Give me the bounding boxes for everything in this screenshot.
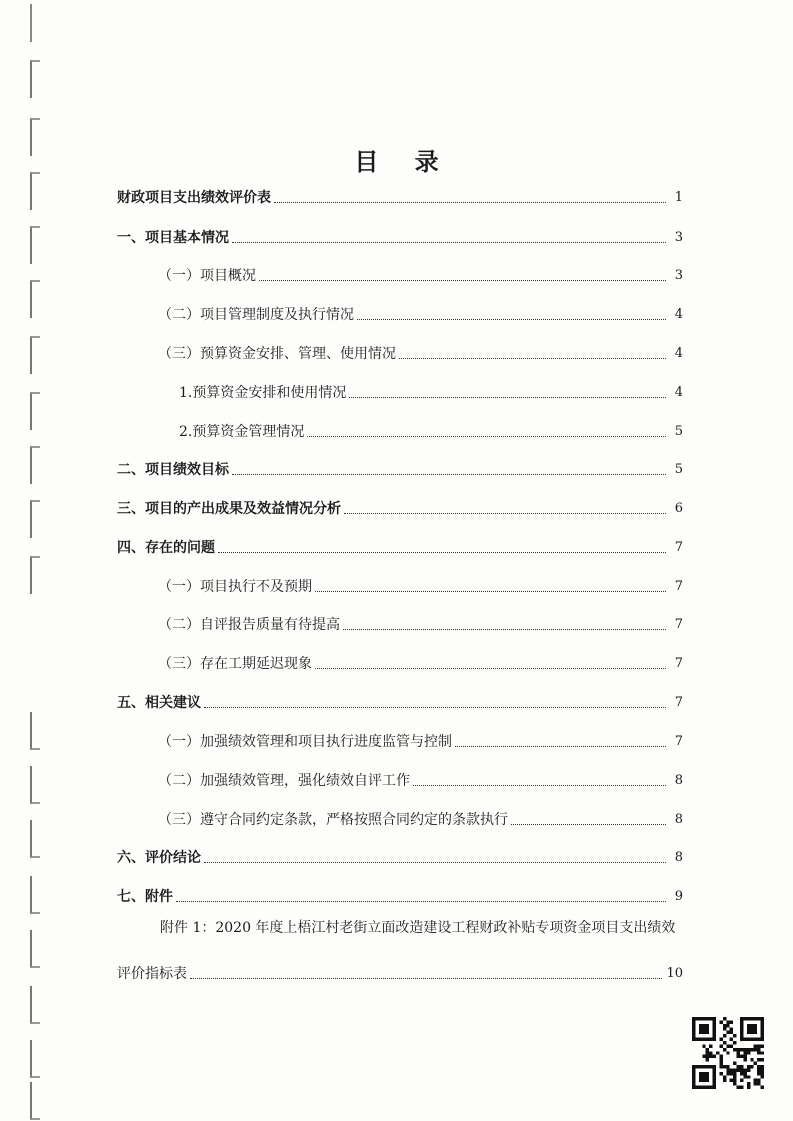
qr-code-icon: [692, 1017, 764, 1089]
toc-page-number: 7: [674, 540, 683, 555]
toc-leader-dots: [204, 862, 666, 863]
toc-leader-dots: [274, 202, 666, 203]
toc-entry-appendix-1-line-1[interactable]: 附件 1：2020 年度上梧江村老街立面改造建设工程财政补贴专项资金项目支出绩效: [160, 920, 676, 936]
toc-page-number: 6: [674, 501, 683, 516]
toc-entry-text: 2.预算资金管理情况: [179, 424, 305, 440]
toc-leader-dots: [259, 280, 666, 281]
toc-entry-text: 二、项目绩效目标: [117, 462, 229, 478]
toc-entry-4-1[interactable]: [0, 573, 683, 597]
toc-entry-section-3[interactable]: [0, 495, 683, 519]
toc-entry-text: （二）项目管理制度及执行情况: [158, 307, 354, 323]
toc-entry-text: （三）遵守合同约定条款，严格按照合同约定的条款执行: [158, 812, 508, 828]
binding-mark: [30, 986, 40, 1024]
toc-entry-section-2[interactable]: [0, 456, 683, 480]
toc-entry-5-3[interactable]: [0, 806, 683, 830]
binding-mark: [30, 60, 40, 98]
toc-entry-section-1[interactable]: [0, 224, 683, 248]
binding-mark: [30, 1082, 40, 1120]
toc-page-number: 1: [674, 190, 683, 205]
toc-entry-text: （一）加强绩效管理和项目执行进度监管与控制: [158, 734, 452, 750]
toc-entry-text: 五、相关建议: [117, 695, 201, 711]
toc-entry-text: 四、存在的问题: [117, 540, 215, 556]
toc-entry-appendix-1[interactable]: [0, 960, 683, 984]
toc-leader-dots: [204, 707, 666, 708]
toc-leader-dots: [511, 824, 666, 825]
toc-entry-text: 七、附件: [117, 889, 173, 905]
toc-entry-1-3-2[interactable]: [0, 418, 683, 442]
toc-entry-1-2[interactable]: [0, 301, 683, 325]
toc-leader-dots: [190, 978, 662, 979]
toc-entry-5-1[interactable]: [0, 728, 683, 752]
toc-entry-4-2[interactable]: [0, 611, 683, 635]
binding-edge: [30, 4, 32, 42]
toc-page-number: 4: [674, 307, 683, 322]
toc-entry-text: 一、项目基本情况: [117, 230, 229, 246]
binding-mark: [30, 1040, 40, 1078]
toc-leader-dots: [349, 397, 666, 398]
toc-leader-dots: [357, 319, 666, 320]
toc-entry-section-6[interactable]: [0, 844, 683, 868]
toc-leader-dots: [344, 513, 666, 514]
toc-entry-text: 1.预算资金安排和使用情况: [179, 385, 347, 401]
toc-page-number: 3: [674, 230, 683, 245]
toc-page-number: 7: [674, 617, 683, 632]
toc-page-number: 3: [674, 268, 683, 283]
toc-entry-text: （二）加强绩效管理，强化绩效自评工作: [158, 773, 410, 789]
toc-page-number: 5: [674, 462, 683, 477]
toc-page-number: 9: [674, 889, 683, 904]
toc-page-number: 8: [674, 773, 683, 788]
toc-page-number: 7: [674, 579, 683, 594]
toc-entry-text: （二）自评报告质量有待提高: [158, 617, 340, 633]
toc-leader-dots: [315, 668, 666, 669]
toc-leader-dots: [315, 591, 666, 592]
toc-entry-text: （一）项目概况: [158, 268, 256, 284]
toc-entry-text: 三、项目的产出成果及效益情况分析: [117, 501, 341, 517]
toc-page-number: 7: [674, 695, 683, 710]
toc-leader-dots: [232, 474, 666, 475]
toc-entry-1-3[interactable]: [0, 340, 683, 364]
toc-entry-text: 评价指标表: [117, 966, 187, 982]
toc-entry-1-1[interactable]: [0, 262, 683, 286]
toc-leader-dots: [399, 358, 666, 359]
toc-entry-1-3-1[interactable]: [0, 379, 683, 403]
toc-page-number: 7: [674, 734, 683, 749]
toc-page-number: 4: [674, 346, 683, 361]
toc-entry-text: （三）预算资金安排、管理、使用情况: [158, 346, 396, 362]
toc-entry-section-7[interactable]: [0, 883, 683, 907]
toc-leader-dots: [307, 436, 666, 437]
toc-page-number: 7: [674, 656, 683, 671]
toc-entry-section-4[interactable]: [0, 534, 683, 558]
toc-leader-dots: [455, 746, 666, 747]
toc-leader-dots: [343, 629, 666, 630]
toc-entry-text: （三）存在工期延迟现象: [158, 656, 312, 672]
toc-entry-text: 六、评价结论: [117, 850, 201, 866]
page-title: 目 录: [354, 148, 453, 176]
toc-leader-dots: [218, 552, 666, 553]
toc-entry-5-2[interactable]: [0, 767, 683, 791]
toc-page-number: 8: [674, 850, 683, 865]
toc-page-number: 8: [674, 812, 683, 827]
toc-leader-dots: [232, 242, 666, 243]
toc-page-number: 5: [674, 424, 683, 439]
toc-entry-section-5[interactable]: [0, 689, 683, 713]
toc-leader-dots: [413, 785, 666, 786]
toc-entry-text: （一）项目执行不及预期: [158, 579, 312, 595]
toc-page-number: 4: [674, 385, 683, 400]
toc-entry-text: 财政项目支出绩效评价表: [117, 190, 271, 206]
toc-page-number: 10: [666, 966, 683, 981]
toc-entry-4-3[interactable]: [0, 650, 683, 674]
toc-entry-evaluation-form[interactable]: [0, 184, 683, 208]
toc-leader-dots: [176, 901, 666, 902]
